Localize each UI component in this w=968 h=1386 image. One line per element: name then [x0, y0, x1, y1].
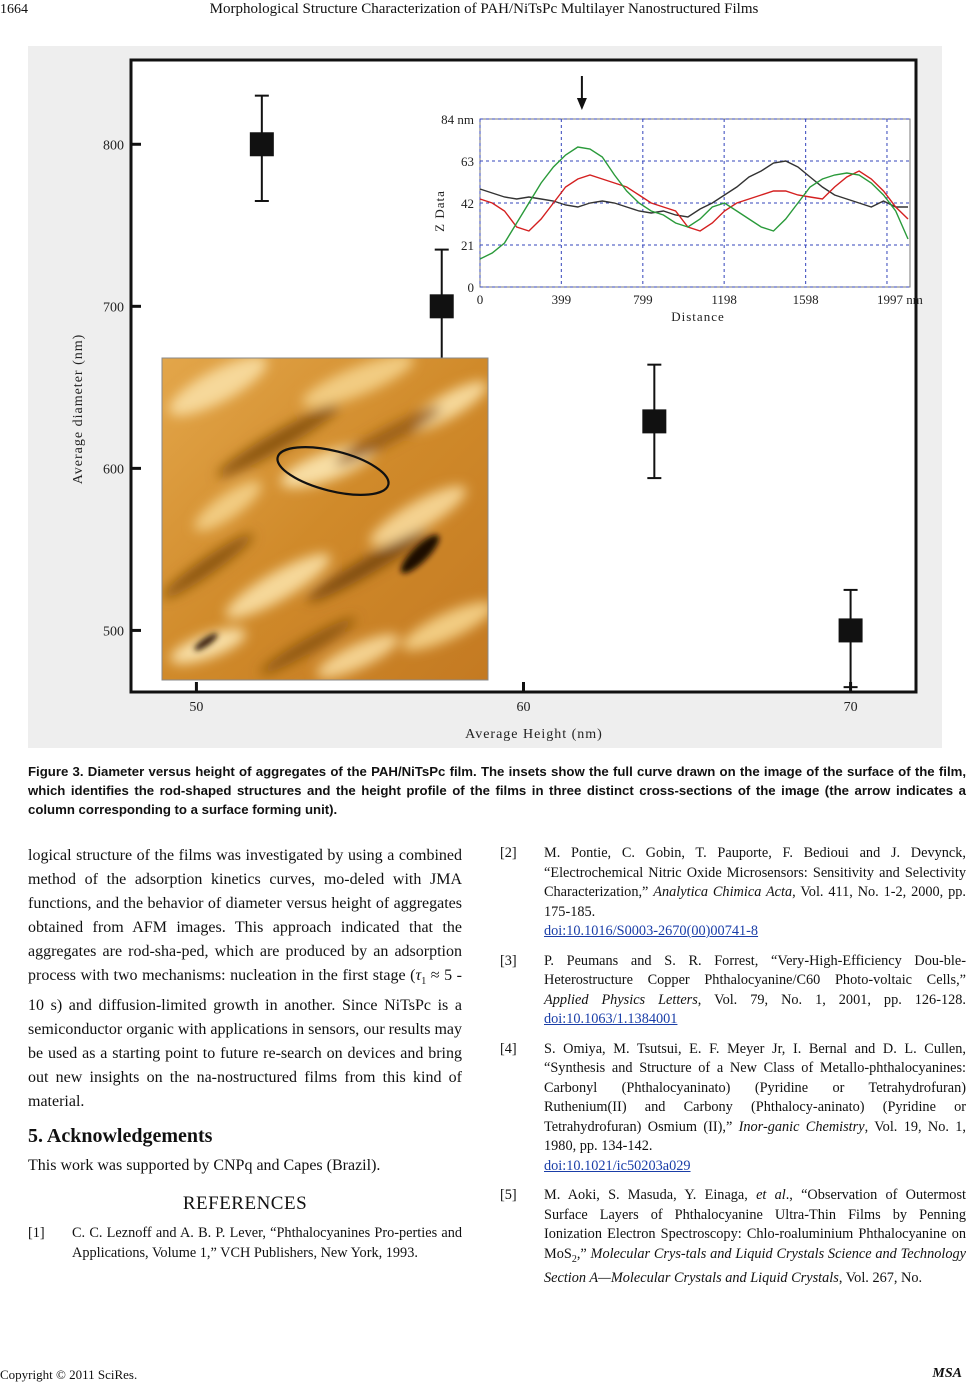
- profile-y-tick-label: 63: [461, 154, 474, 169]
- main-x-axis-label: Average Height (nm): [465, 727, 603, 742]
- reference-details: , Vol. 267, No.: [838, 1269, 923, 1286]
- reference-details: , Vol. 19, No. 1, 1980, pp. 134-142.: [544, 1118, 966, 1154]
- reference-number: [3]: [500, 952, 517, 969]
- reference-5: [500, 1186, 966, 1288]
- reference-punct: ,”: [576, 1245, 591, 1262]
- journal-abbrev: MSA: [932, 1366, 962, 1381]
- journal-name: Molecular Crys-tals and Liquid Crystals Science and Technology Section A—Molecular Crystals and Liquid Crystals: [544, 1245, 966, 1286]
- reference-text-cont: ., “Observation of Outermost Surface Layers of Phthalocyanine Ultra-Thin Films by Penning Ionization Electron Spectroscopy: Chlo-roaluminium Phthalocyanine on MoS: [544, 1187, 966, 1262]
- y-tick-label: 700: [103, 300, 124, 316]
- figure-caption: Figure 3. Diameter versus height of aggregates of the PAH/NiTsPc film. The insets show the full curve drawn on the image of the surface of the film, which identifies the rod-shaped structures and the height profile of the films in three distinct cross-sections of the image (the arrow indicates a column corresponding to a surface forming unit).: [28, 764, 966, 817]
- paragraph-text: logical structure of the films was investigated by using a combined method of the adsorption kinetics curves, mo-deled with JMA functions, and the behavior of diameter versus height of aggregates obtained from AFM images. This approach indicated that the aggregates are rod-sha-ped, which are produced by an adsorption process with two mechanisms: nucleation in the first stage (: [28, 847, 462, 984]
- journal-name: Analytica Chimica Acta: [653, 884, 793, 900]
- square-marker: [839, 618, 863, 642]
- y-tick-label: 600: [103, 462, 124, 478]
- doi-link[interactable]: doi:10.1016/S0003-2670(00)00741-8: [544, 923, 759, 939]
- profile-x-tick-label: 1598: [792, 292, 819, 307]
- paragraph-text-cont: ≈ 5 - 10 s) and diffusion-limited growth in another. Since NiTsPc is a semiconductor organic with applications in sensors, our results may be used as a starting point to future re-search on devices and bring out new insights on the na-nostructured films from this kind of material.: [28, 967, 463, 1111]
- journal-name: Applied Physics Letters: [544, 991, 698, 1008]
- reference-text: P. Peumans and S. R. Forrest, “Very-High-Efficiency Dou-ble-Heterostructure Copper Phthalocyanine/C60 Photo-voltaic Cells,”: [544, 952, 966, 988]
- journal-name: Inor-ganic Chemistry: [738, 1118, 865, 1135]
- reference-number: [2]: [500, 845, 517, 861]
- running-title: Morphological Structure Characterization of PAH/NiTsPc Multilayer Nanostructured Films: [209, 1, 759, 17]
- acknowledgements-text: This work was supported by CNPq and Capes (Brazil).: [28, 1157, 381, 1175]
- reference-1: [28, 1224, 462, 1263]
- reference-text: C. C. Leznoff and A. B. P. Lever, “Phthalocyanines Pro-perties and Applications, Volume 1,” VCH Publishers, New York, 1993.: [72, 1225, 462, 1261]
- profile-y-tick-label: 42: [461, 196, 474, 211]
- y-tick-label: 800: [103, 138, 124, 154]
- doi-link[interactable]: doi:10.1021/ic50203a029: [544, 1157, 691, 1174]
- profile-x-tick-label: 1997 nm: [876, 292, 923, 307]
- square-marker: [642, 409, 666, 433]
- copyright: Copyright © 2011 SciRes.: [0, 1367, 138, 1382]
- profile-y-tick-label: 0: [467, 280, 474, 295]
- tau-subscript: 1: [421, 976, 427, 988]
- page-number: 1664: [0, 2, 28, 17]
- left-column: [28, 844, 462, 1273]
- body-paragraph: [28, 844, 462, 1114]
- subscript: 2: [571, 1253, 577, 1265]
- profile-x-tick-label: 0: [476, 292, 484, 307]
- profile-y-axis-label: Z Data: [432, 190, 447, 232]
- reference-details: , Vol. 79, No. 1, 2001, pp. 126-128.: [697, 991, 966, 1008]
- profile-x-tick-label: 399: [551, 292, 572, 307]
- reference-number: [5]: [500, 1187, 517, 1203]
- profile-x-axis-label: Distance: [671, 309, 725, 324]
- reference-details: , Vol. 411, No. 1-2, 2000, pp. 175-185.: [544, 884, 966, 920]
- reference-text: M. Aoki, S. Masuda, Y. Einaga,: [544, 1187, 757, 1203]
- profile-x-tick-label: 799: [633, 292, 653, 307]
- reference-number: [4]: [500, 1040, 517, 1057]
- figure-svg: [28, 46, 942, 748]
- tau-symbol: τ: [415, 967, 422, 984]
- afm-image-inset: [158, 346, 498, 686]
- reference-2: [500, 844, 966, 942]
- acknowledgements-heading: 5. Acknowledgements: [28, 1125, 213, 1148]
- main-y-axis-label: Average diameter (nm): [71, 333, 86, 485]
- doi-link[interactable]: doi:10.1063/1.1384001: [544, 1011, 678, 1027]
- et-al: et al: [756, 1187, 786, 1203]
- reference-text: M. Pontie, C. Gobin, T. Pauporte, F. Bedioui and J. Devynck, “Electrochemical Nitric Oxide Microsensors: Sensitivity and Selectivity Characterization,”: [544, 845, 966, 900]
- profile-plot-frame: [480, 119, 910, 287]
- right-column: [500, 844, 966, 1298]
- x-tick-label: 70: [843, 700, 858, 715]
- figure-3: [28, 46, 942, 748]
- square-marker: [250, 132, 274, 156]
- reference-text: S. Omiya, M. Tsutsui, E. F. Meyer Jr, I. Bernal and D. L. Cullen, “Synthesis and Structure of a New Class of Metallo-phthalocyanines: Carbonyl (Phthalocyaninato) (Pyridine or Tetrahydrofuran) Ruthenium(II) and Carbony (Phthalocy-aninato) (Pyridine or Tetrahydrofuran) Osmium (II),”: [544, 1040, 966, 1135]
- x-tick-label: 50: [189, 700, 204, 715]
- reference-4: [500, 1040, 966, 1177]
- profile-y-tick-label: 21: [461, 238, 474, 253]
- profile-x-tick-label: 1198: [711, 292, 737, 307]
- square-marker: [430, 294, 454, 318]
- reference-3: [500, 952, 966, 1030]
- profile-y-tick-label: 84 nm: [441, 112, 474, 127]
- reference-number: [1]: [28, 1225, 45, 1242]
- y-tick-label: 500: [103, 624, 124, 640]
- x-tick-label: 60: [516, 700, 531, 715]
- references-heading: REFERENCES: [182, 1193, 308, 1215]
